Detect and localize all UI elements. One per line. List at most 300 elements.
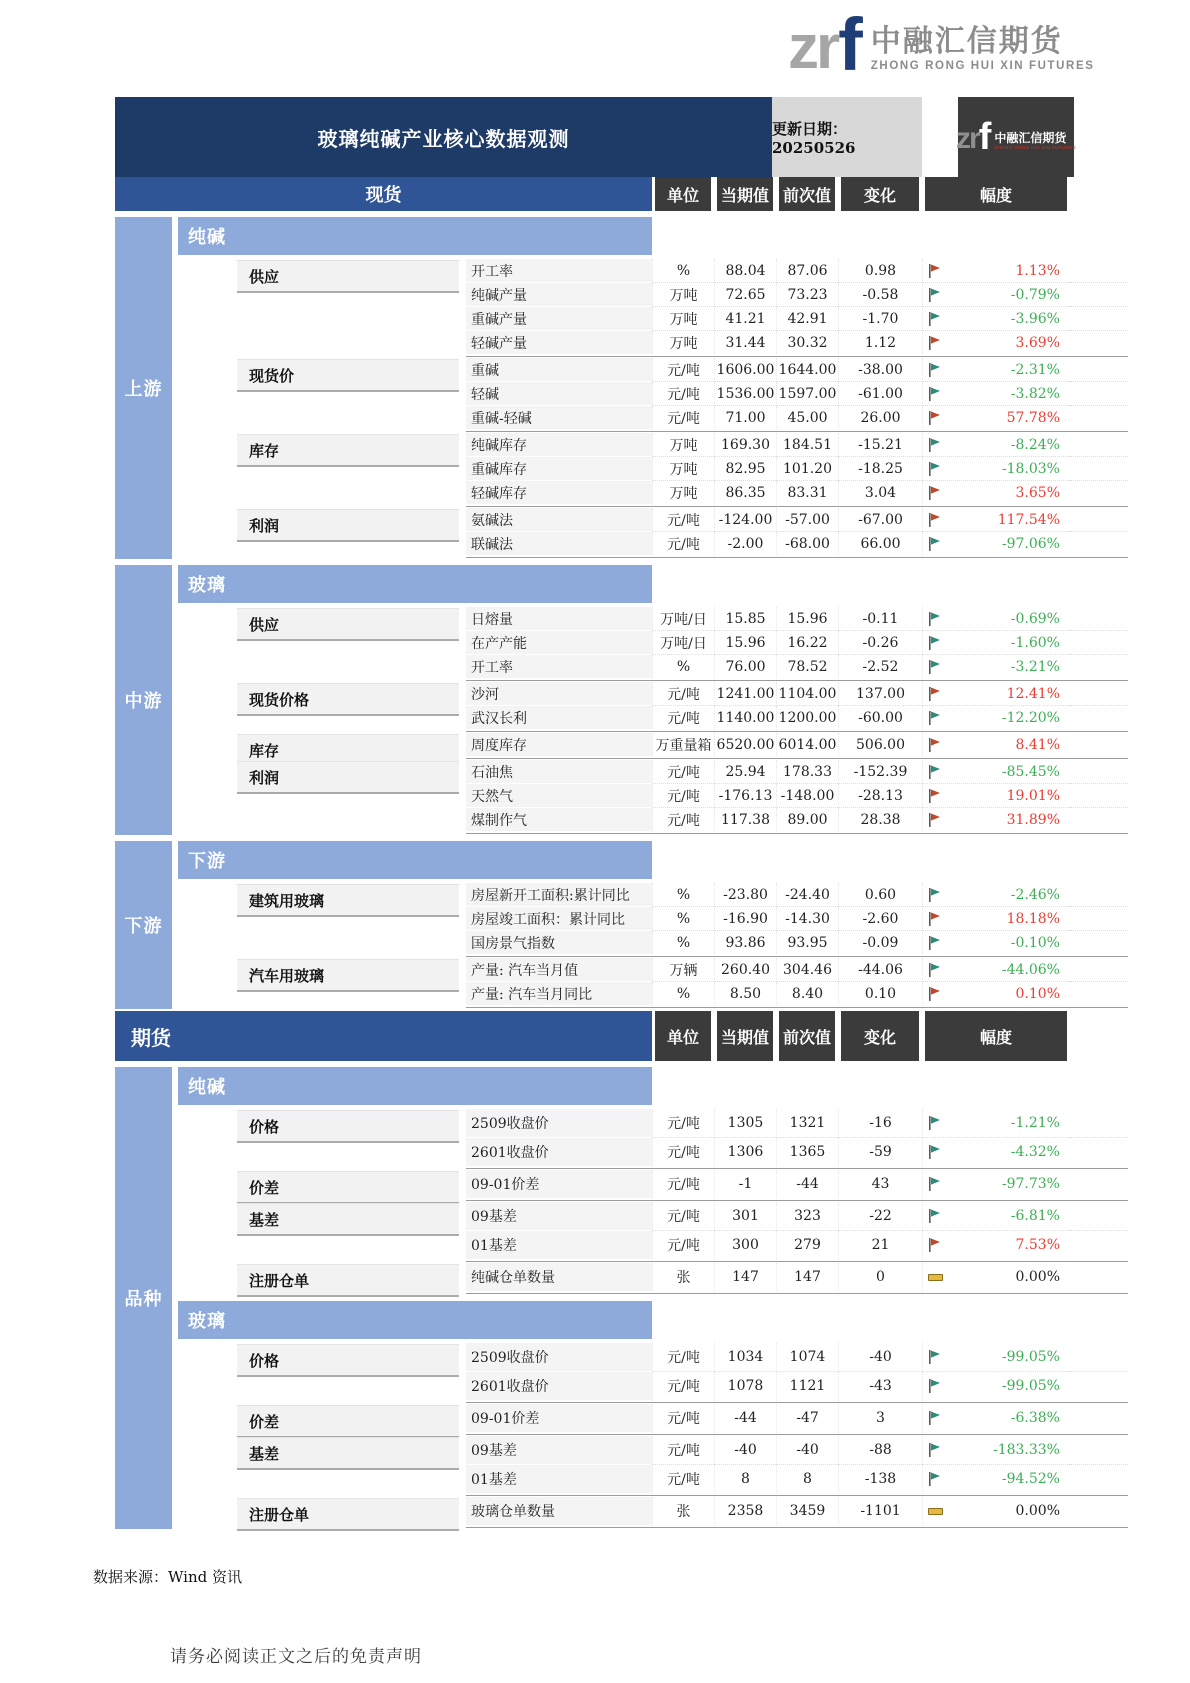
row-tail xyxy=(1070,1497,1128,1526)
row-tail xyxy=(1070,1372,1128,1401)
row-indent xyxy=(178,655,466,679)
section xyxy=(178,1301,1128,1529)
amplitude-cell xyxy=(922,631,1070,655)
unit-cell: 万辆 xyxy=(652,958,714,982)
up-flag-icon xyxy=(928,812,941,828)
change-value-cell: 0.10 xyxy=(838,982,922,1006)
unit-cell: 元/吨 xyxy=(652,1465,714,1494)
previous-value-cell: 1121 xyxy=(776,1372,838,1401)
previous-value-cell: 83.31 xyxy=(776,481,838,505)
current-value-cell: 117.38 xyxy=(714,808,776,832)
category-label: 供应 xyxy=(237,260,459,293)
up-flag-icon xyxy=(928,512,941,528)
item-label-cell: 轻碱产量 xyxy=(466,331,652,355)
amplitude-cell xyxy=(922,931,1070,955)
item-label-cell: 武汉长利 xyxy=(466,706,652,730)
amplitude-cell xyxy=(922,457,1070,481)
row-tail xyxy=(1070,631,1128,655)
unit-cell: 元/吨 xyxy=(652,1202,714,1231)
down-flag-icon xyxy=(928,362,941,378)
unit-cell: % xyxy=(652,655,714,679)
up-flag-icon xyxy=(928,335,941,351)
down-flag-icon xyxy=(928,1442,941,1458)
section-band-label: 玻璃 xyxy=(188,575,226,596)
change-value-cell: -0.11 xyxy=(838,607,922,631)
current-value-cell: 31.44 xyxy=(714,331,776,355)
down-flag-icon xyxy=(928,764,941,780)
amplitude-cell xyxy=(922,607,1070,631)
item-label-cell: 重碱库存 xyxy=(466,457,652,481)
row-tail xyxy=(1070,958,1128,982)
section-band-label: 纯碱 xyxy=(188,227,226,248)
change-value-cell: 21 xyxy=(838,1231,922,1260)
category-group xyxy=(178,760,1128,832)
item-label-cell: 重碱产量 xyxy=(466,307,652,331)
unit-cell: 万吨 xyxy=(652,307,714,331)
row-tail xyxy=(1070,1465,1128,1494)
item-label-cell: 2509收盘价 xyxy=(466,1109,652,1138)
column-header-amplitude: 幅度 xyxy=(925,1011,1067,1061)
amplitude-cell xyxy=(922,1343,1070,1372)
current-value-cell: 1078 xyxy=(714,1372,776,1401)
row-indent xyxy=(178,481,466,505)
change-value-cell: 1.12 xyxy=(838,331,922,355)
previous-value-cell: 1200.00 xyxy=(776,706,838,730)
column-header-previous: 前次值 xyxy=(779,177,835,211)
current-value-cell: 1536.00 xyxy=(714,382,776,406)
futures-header-label: 期货 xyxy=(131,1025,171,1050)
amplitude-cell xyxy=(922,1109,1070,1138)
table-block xyxy=(115,841,1128,1009)
unit-cell: % xyxy=(652,883,714,907)
category-label: 利润 xyxy=(237,509,459,542)
amplitude-value: 57.78% xyxy=(1006,409,1060,426)
previous-value-cell: -68.00 xyxy=(776,532,838,556)
row-tail xyxy=(1070,1263,1128,1292)
row-tail xyxy=(1070,358,1128,382)
category-group xyxy=(178,259,1128,355)
row-tail xyxy=(1070,760,1128,784)
category-group xyxy=(178,1436,1128,1494)
amplitude-value: -6.38% xyxy=(1010,1410,1060,1426)
item-label-cell: 09基差 xyxy=(466,1202,652,1231)
amplitude-cell xyxy=(922,733,1070,757)
table-row xyxy=(178,406,1128,430)
current-value-cell: 82.95 xyxy=(714,457,776,481)
previous-value-cell: 1644.00 xyxy=(776,358,838,382)
amplitude-cell xyxy=(922,1138,1070,1167)
change-value-cell: -1.70 xyxy=(838,307,922,331)
futures-area xyxy=(115,1067,1128,1529)
category-group xyxy=(178,958,1128,1006)
previous-value-cell: 1104.00 xyxy=(776,682,838,706)
title-logo-box xyxy=(958,97,1074,177)
item-label-cell: 产量: 汽车当月同比 xyxy=(466,982,652,1006)
header-tail xyxy=(1070,177,1128,211)
unit-cell: 元/吨 xyxy=(652,784,714,808)
item-label-cell: 煤制作气 xyxy=(466,808,652,832)
category-label: 基差 xyxy=(237,1203,459,1236)
amplitude-value: 0.10% xyxy=(1015,985,1060,1002)
current-value-cell: 25.94 xyxy=(714,760,776,784)
previous-value-cell: 6014.00 xyxy=(776,733,838,757)
previous-value-cell: 101.20 xyxy=(776,457,838,481)
change-value-cell: 0 xyxy=(838,1263,922,1292)
current-value-cell: 8 xyxy=(714,1465,776,1494)
row-tail xyxy=(1070,1404,1128,1433)
item-label-cell: 国房景气指数 xyxy=(466,931,652,955)
current-value-cell: 1305 xyxy=(714,1109,776,1138)
down-flag-icon xyxy=(928,461,941,477)
down-flag-icon xyxy=(928,659,941,675)
row-tail xyxy=(1070,682,1128,706)
current-value-cell: 93.86 xyxy=(714,931,776,955)
current-value-cell: 6520.00 xyxy=(714,733,776,757)
sidebar-label: 中游 xyxy=(115,565,172,835)
current-value-cell: 301 xyxy=(714,1202,776,1231)
down-flag-icon xyxy=(928,1208,941,1224)
category-group xyxy=(178,1109,1128,1167)
current-value-cell: 76.00 xyxy=(714,655,776,679)
amplitude-cell xyxy=(922,808,1070,832)
table-row xyxy=(178,307,1128,331)
amplitude-cell xyxy=(922,1231,1070,1260)
item-label-cell: 09-01价差 xyxy=(466,1170,652,1199)
unit-cell: % xyxy=(652,907,714,931)
header-tail xyxy=(1070,1011,1128,1061)
amplitude-value: -183.33% xyxy=(992,1442,1060,1458)
block-content xyxy=(178,565,1128,835)
category-group xyxy=(178,883,1128,955)
amplitude-value: -2.31% xyxy=(1010,361,1060,378)
amplitude-cell xyxy=(922,1372,1070,1401)
previous-value-cell: 30.32 xyxy=(776,331,838,355)
amplitude-value: 12.41% xyxy=(1006,685,1060,702)
unit-cell: 元/吨 xyxy=(652,1138,714,1167)
amplitude-value: -94.52% xyxy=(1001,1471,1060,1487)
amplitude-cell xyxy=(922,406,1070,430)
amplitude-value: 31.89% xyxy=(1006,811,1060,828)
previous-value-cell: 42.91 xyxy=(776,307,838,331)
sidebar-label: 下游 xyxy=(115,841,172,1009)
unit-cell: % xyxy=(652,982,714,1006)
block-content xyxy=(178,217,1128,559)
previous-value-cell: 8.40 xyxy=(776,982,838,1006)
down-flag-icon xyxy=(928,611,941,627)
column-header-current: 当期值 xyxy=(717,177,773,211)
previous-value-cell: 1597.00 xyxy=(776,382,838,406)
category-group xyxy=(178,607,1128,679)
spot-header-row xyxy=(115,177,1128,211)
amplitude-cell xyxy=(922,1263,1070,1292)
category-label: 现货价格 xyxy=(237,683,459,716)
current-value-cell: -2.00 xyxy=(714,532,776,556)
change-value-cell: -38.00 xyxy=(838,358,922,382)
amplitude-value: -1.60% xyxy=(1010,634,1060,651)
previous-value-cell: 323 xyxy=(776,1202,838,1231)
unit-cell: 万吨 xyxy=(652,481,714,505)
item-label-cell: 09基差 xyxy=(466,1436,652,1465)
category-group xyxy=(178,733,1128,760)
amplitude-value: 18.18% xyxy=(1006,910,1060,927)
current-value-cell: -44 xyxy=(714,1404,776,1433)
item-label-cell: 2509收盘价 xyxy=(466,1343,652,1372)
change-value-cell: -0.09 xyxy=(838,931,922,955)
row-tail xyxy=(1070,457,1128,481)
logo-company-name-en: ZHONG RONG HUI XIN FUTURES xyxy=(870,59,1095,72)
amplitude-value: -0.79% xyxy=(1010,286,1060,303)
previous-value-cell: 87.06 xyxy=(776,259,838,283)
category-label: 现货价 xyxy=(237,359,459,392)
previous-value-cell: 184.51 xyxy=(776,433,838,457)
up-flag-icon xyxy=(928,485,941,501)
previous-value-cell: 1365 xyxy=(776,1138,838,1167)
category-label: 价差 xyxy=(237,1405,459,1438)
section xyxy=(178,841,1128,1009)
mini-logo-f-text: f xyxy=(978,115,992,158)
down-flag-icon xyxy=(928,1378,941,1394)
amplitude-value: 1.13% xyxy=(1015,262,1060,279)
amplitude-cell xyxy=(922,1170,1070,1199)
section xyxy=(178,217,1128,559)
change-value-cell: -16 xyxy=(838,1109,922,1138)
previous-value-cell: 45.00 xyxy=(776,406,838,430)
logo-company-name-cn: 中融汇信期货 xyxy=(870,24,1063,60)
row-tail xyxy=(1070,1343,1128,1372)
section-band xyxy=(178,1067,652,1105)
previous-value-cell: -44 xyxy=(776,1170,838,1199)
amplitude-cell xyxy=(922,1404,1070,1433)
unit-cell: 元/吨 xyxy=(652,508,714,532)
current-value-cell: -23.80 xyxy=(714,883,776,907)
change-value-cell: -138 xyxy=(838,1465,922,1494)
report-sheet xyxy=(115,97,1128,1529)
previous-value-cell: 16.22 xyxy=(776,631,838,655)
section-band-label: 纯碱 xyxy=(188,1077,226,1098)
previous-value-cell: -14.30 xyxy=(776,907,838,931)
current-value-cell: 1140.00 xyxy=(714,706,776,730)
down-flag-icon xyxy=(928,386,941,402)
unit-cell: 元/吨 xyxy=(652,1170,714,1199)
change-value-cell: 3.04 xyxy=(838,481,922,505)
previous-value-cell: 147 xyxy=(776,1263,838,1292)
row-tail xyxy=(1070,1138,1128,1167)
amplitude-cell xyxy=(922,958,1070,982)
current-value-cell: 1241.00 xyxy=(714,682,776,706)
category-group xyxy=(178,1497,1128,1526)
row-tail xyxy=(1070,1436,1128,1465)
current-value-cell: 71.00 xyxy=(714,406,776,430)
up-flag-icon xyxy=(928,788,941,804)
amplitude-value: -8.24% xyxy=(1010,436,1060,453)
item-label-cell: 01基差 xyxy=(466,1465,652,1494)
amplitude-value: -4.32% xyxy=(1010,1144,1060,1160)
company-logo xyxy=(788,3,1095,86)
change-value-cell: 43 xyxy=(838,1170,922,1199)
category-group xyxy=(178,508,1128,556)
amplitude-value: -3.82% xyxy=(1010,385,1060,402)
amplitude-cell xyxy=(922,358,1070,382)
category-label: 注册仓单 xyxy=(237,1498,459,1531)
previous-value-cell: 15.96 xyxy=(776,607,838,631)
block-content xyxy=(178,1067,1128,1529)
unit-cell: 元/吨 xyxy=(652,1343,714,1372)
amplitude-value: 19.01% xyxy=(1006,787,1060,804)
change-value-cell: -2.52 xyxy=(838,655,922,679)
logo-zr-text: zr xyxy=(788,12,838,82)
block-content xyxy=(178,841,1128,1009)
amplitude-cell xyxy=(922,532,1070,556)
up-flag-icon xyxy=(928,410,941,426)
section xyxy=(178,1067,1128,1295)
amplitude-cell xyxy=(922,331,1070,355)
previous-value-cell: 89.00 xyxy=(776,808,838,832)
section-band xyxy=(178,1301,652,1339)
previous-value-cell: -57.00 xyxy=(776,508,838,532)
unit-cell: % xyxy=(652,259,714,283)
amplitude-cell xyxy=(922,481,1070,505)
unit-cell: 元/吨 xyxy=(652,760,714,784)
current-value-cell: 300 xyxy=(714,1231,776,1260)
data-table xyxy=(115,177,1128,1529)
change-value-cell: -2.60 xyxy=(838,907,922,931)
amplitude-cell xyxy=(922,307,1070,331)
down-flag-icon xyxy=(928,311,941,327)
current-value-cell: -1 xyxy=(714,1170,776,1199)
amplitude-value: -97.06% xyxy=(1001,535,1060,552)
current-value-cell: 8.50 xyxy=(714,982,776,1006)
previous-value-cell: 1321 xyxy=(776,1109,838,1138)
down-flag-icon xyxy=(928,1349,941,1365)
unit-cell: 万吨 xyxy=(652,283,714,307)
amplitude-value: -0.69% xyxy=(1010,610,1060,627)
flat-icon xyxy=(928,1274,943,1281)
down-flag-icon xyxy=(928,710,941,726)
item-label-cell: 2601收盘价 xyxy=(466,1138,652,1167)
amplitude-cell xyxy=(922,907,1070,931)
up-flag-icon xyxy=(928,1237,941,1253)
previous-value-cell: 304.46 xyxy=(776,958,838,982)
spot-area xyxy=(115,217,1128,1009)
row-tail xyxy=(1070,307,1128,331)
amplitude-value: -18.03% xyxy=(1001,460,1060,477)
section-band-label: 玻璃 xyxy=(188,1311,226,1332)
change-value-cell: 26.00 xyxy=(838,406,922,430)
row-tail xyxy=(1070,331,1128,355)
current-value-cell: -176.13 xyxy=(714,784,776,808)
futures-header-row xyxy=(115,1011,1128,1061)
amplitude-cell xyxy=(922,982,1070,1006)
row-tail xyxy=(1070,259,1128,283)
unit-cell: 元/吨 xyxy=(652,1109,714,1138)
category-label: 价格 xyxy=(237,1344,459,1377)
unit-cell: 元/吨 xyxy=(652,808,714,832)
category-label: 供应 xyxy=(237,608,459,641)
page-title: 玻璃纯碱产业核心数据观测 xyxy=(115,97,772,177)
down-flag-icon xyxy=(928,962,941,978)
unit-cell: 元/吨 xyxy=(652,706,714,730)
previous-value-cell: 1074 xyxy=(776,1343,838,1372)
current-value-cell: -16.90 xyxy=(714,907,776,931)
unit-cell: 万吨 xyxy=(652,331,714,355)
amplitude-value: -99.05% xyxy=(1001,1349,1060,1365)
title-gap xyxy=(922,97,958,177)
change-value-cell: -61.00 xyxy=(838,382,922,406)
unit-cell: 张 xyxy=(652,1497,714,1526)
item-label-cell: 重碱-轻碱 xyxy=(466,406,652,430)
amplitude-value: -3.21% xyxy=(1010,658,1060,675)
row-tail xyxy=(1070,607,1128,631)
amplitude-value: -44.06% xyxy=(1001,961,1060,978)
column-header-current: 当期值 xyxy=(717,1011,773,1061)
row-indent xyxy=(178,331,466,355)
category-group xyxy=(178,1263,1128,1292)
change-value-cell: 506.00 xyxy=(838,733,922,757)
amplitude-value: -1.21% xyxy=(1010,1115,1060,1131)
amplitude-value: -99.05% xyxy=(1001,1378,1060,1394)
row-tail xyxy=(1070,808,1128,832)
unit-cell: 万重量箱 xyxy=(652,733,714,757)
unit-cell: 元/吨 xyxy=(652,1436,714,1465)
row-tail xyxy=(1070,655,1128,679)
item-label-cell: 周度库存 xyxy=(466,733,652,757)
category-group xyxy=(178,1202,1128,1260)
amplitude-value: 0.00% xyxy=(1015,1503,1060,1519)
down-flag-icon xyxy=(928,635,941,651)
category-group xyxy=(178,1343,1128,1401)
amplitude-value: -3.96% xyxy=(1010,310,1060,327)
change-value-cell: -40 xyxy=(838,1343,922,1372)
change-value-cell: -88 xyxy=(838,1436,922,1465)
column-header-change: 变化 xyxy=(841,1011,919,1061)
current-value-cell: 147 xyxy=(714,1263,776,1292)
amplitude-cell xyxy=(922,760,1070,784)
unit-cell: 元/吨 xyxy=(652,382,714,406)
sidebar-label: 品种 xyxy=(115,1067,172,1529)
item-label-cell: 产量: 汽车当月值 xyxy=(466,958,652,982)
table-row xyxy=(178,931,1128,955)
change-value-cell: 66.00 xyxy=(838,532,922,556)
item-label-cell: 纯碱库存 xyxy=(466,433,652,457)
row-indent xyxy=(178,406,466,430)
unit-cell: 元/吨 xyxy=(652,1404,714,1433)
amplitude-cell xyxy=(922,1465,1070,1494)
spot-header-band xyxy=(115,177,652,211)
amplitude-value: -97.73% xyxy=(1001,1176,1060,1192)
row-tail xyxy=(1070,1202,1128,1231)
amplitude-value: 7.53% xyxy=(1015,1237,1060,1253)
current-value-cell: 1606.00 xyxy=(714,358,776,382)
item-label-cell: 氨碱法 xyxy=(466,508,652,532)
previous-value-cell: -148.00 xyxy=(776,784,838,808)
table-block xyxy=(115,565,1128,835)
amplitude-value: -2.46% xyxy=(1010,886,1060,903)
change-value-cell: -1101 xyxy=(838,1497,922,1526)
item-label-cell: 石油焦 xyxy=(466,760,652,784)
change-value-cell: -43 xyxy=(838,1372,922,1401)
amplitude-value: 3.65% xyxy=(1015,484,1060,501)
row-tail xyxy=(1070,382,1128,406)
title-bar xyxy=(115,97,1128,177)
category-label: 建筑用玻璃 xyxy=(237,884,459,917)
previous-value-cell: -24.40 xyxy=(776,883,838,907)
previous-value-cell: 73.23 xyxy=(776,283,838,307)
current-value-cell: -124.00 xyxy=(714,508,776,532)
table-row xyxy=(178,331,1128,355)
down-flag-icon xyxy=(928,437,941,453)
section-band xyxy=(178,217,652,255)
table-block xyxy=(115,1067,1128,1529)
